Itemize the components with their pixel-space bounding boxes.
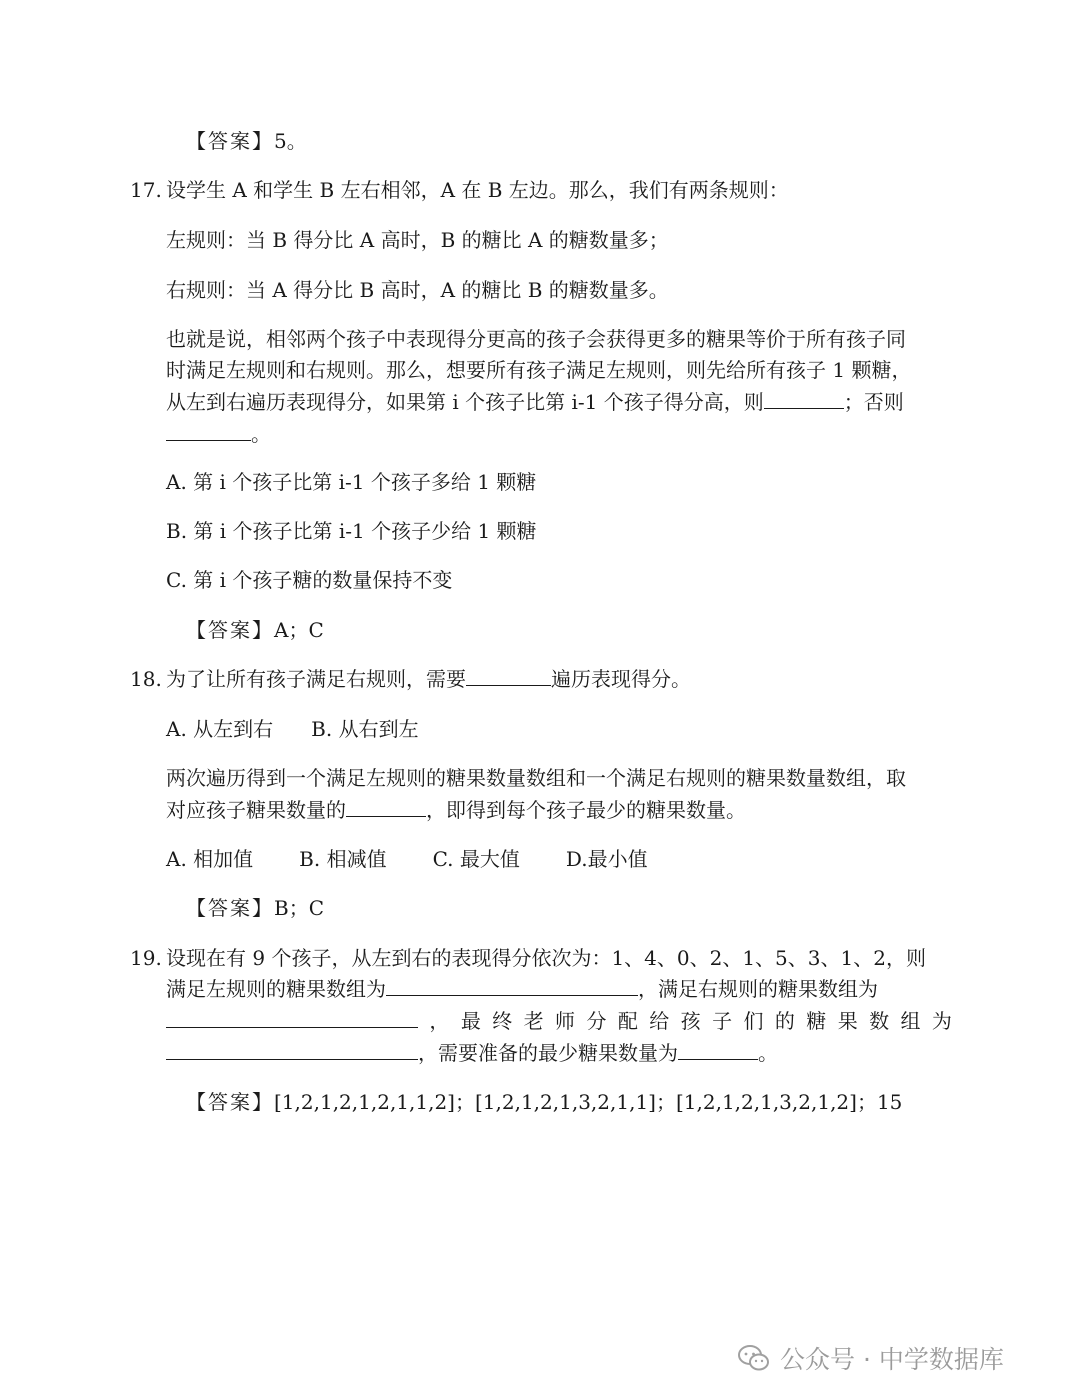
q19-word: 老 (523, 1009, 544, 1033)
wechat-icon (738, 1345, 770, 1371)
q17-para-line3-tail: ；否则 (843, 390, 904, 414)
q18-question-tail: 遍历表现得分。 (551, 667, 691, 691)
q19-word: 为 (931, 1009, 952, 1033)
answer-label: 【答案】 (186, 129, 274, 153)
q19-word: 子 (712, 1009, 733, 1033)
q18-blank-2[interactable] (346, 796, 426, 817)
q17-para-line1: 也就是说，相邻两个孩子中表现得分更高的孩子会获得更多的糖果等价于所有孩子同 (166, 327, 906, 351)
q19-answer (186, 1088, 902, 1116)
q19-line4-end: 。 (758, 1041, 778, 1065)
answer-label: 【答案】 (186, 618, 274, 642)
watermark-text: 公众号 · 中学数据库 (780, 1345, 1004, 1374)
q17-answer (186, 616, 324, 644)
q18-options-row2 (166, 845, 648, 873)
q18-question (166, 665, 691, 693)
q19-line2-tail: ，满足右规则的糖果数组为 (638, 977, 878, 1001)
q17-para-line3 (166, 388, 904, 416)
q17-option-b: B. 第 i 个孩子比第 i-1 个孩子少给 1 颗糖 (166, 519, 537, 543)
q17-para-line2: 时满足左规则和右规则。那么，想要所有孩子满足左规则，则先给所有孩子 1 颗糖， (166, 358, 912, 382)
q19-number: 19. (130, 946, 162, 970)
q19-word: 最 (460, 1009, 481, 1033)
q18-option-b: B. 从右到左 (311, 717, 419, 741)
q19-line3 (166, 1007, 952, 1035)
q19-word: 分 (586, 1009, 607, 1033)
q18-option2-b: B. 相减值 (299, 847, 387, 871)
q17-option-a: A. 第 i 个孩子比第 i-1 个孩子多给 1 颗糖 (166, 470, 537, 494)
q19-blank-3[interactable] (166, 1039, 418, 1060)
answer-label: 【答案】 (186, 896, 274, 920)
q19-word: 终 (492, 1009, 513, 1033)
q17-para-line4 (166, 420, 271, 448)
q18-answer (186, 894, 324, 922)
q18-option-a: A. 从左到右 (166, 717, 274, 741)
q19-blank-1[interactable] (386, 975, 638, 996)
q18-options-row1 (166, 715, 419, 743)
q18-para-line2 (166, 796, 746, 824)
q19-blank-4[interactable] (678, 1039, 758, 1060)
answer-text: A；C (274, 618, 324, 642)
q19-word: 给 (649, 1009, 670, 1033)
q18-para-line2-text: 对应孩子糖果数量的 (166, 798, 346, 822)
q18-option2-c: C. 最大值 (432, 847, 520, 871)
q19-line2 (166, 975, 878, 1003)
q19-line2-text: 满足左规则的糖果数组为 (166, 977, 386, 1001)
q19-word: 的 (774, 1009, 795, 1033)
q17-right-rule: 右规则：当 A 得分比 B 高时，A 的糖比 B 的糖数量多。 (166, 278, 669, 302)
q17-option-c: C. 第 i 个孩子糖的数量保持不变 (166, 568, 453, 592)
q16-answer (186, 127, 307, 155)
q19-word: 果 (837, 1009, 858, 1033)
watermark (738, 1338, 1004, 1378)
q19-word: ， (429, 1009, 450, 1033)
q17-intro: 设学生 A 和学生 B 左右相邻，A 在 B 左边。那么，我们有两条规则： (166, 178, 789, 202)
q18-para-line2-tail: ，即得到每个孩子最少的糖果数量。 (426, 798, 746, 822)
q19-blank-2[interactable] (166, 1007, 418, 1028)
q17-blank-1[interactable] (764, 388, 844, 409)
q19-word: 数 (869, 1009, 890, 1033)
q19-line1: 设现在有 9 个孩子，从左到右的表现得分依次为：1、4、0、2、1、5、3、1、2，则 (166, 946, 926, 970)
q18-blank-1[interactable] (466, 665, 551, 686)
q19-word: 组 (900, 1009, 921, 1033)
answer-text: B；C (274, 896, 324, 920)
answer-text: 5。 (274, 129, 307, 153)
q18-question-text: 为了让所有孩子满足右规则，需要 (166, 667, 466, 691)
q19-line4-text: ，需要准备的最少糖果数量为 (418, 1041, 678, 1065)
q18-option2-a: A. 相加值 (166, 847, 254, 871)
answer-text: [1,2,1,2,1,2,1,1,2]；[1,2,1,2,1,3,2,1,1]；[1,2,1,2,1,3,2,1,2]；15 (274, 1090, 903, 1114)
q19-word: 配 (617, 1009, 638, 1033)
q19-line4 (166, 1039, 778, 1067)
q18-number: 18. (130, 667, 162, 691)
q19-word: 糖 (806, 1009, 827, 1033)
q19-word: 们 (743, 1009, 764, 1033)
q17-blank-2[interactable] (166, 420, 251, 441)
q17-left-rule: 左规则：当 B 得分比 A 高时，B 的糖比 A 的糖数量多； (166, 228, 669, 252)
q18-para-line1: 两次遍历得到一个满足左规则的糖果数量数组和一个满足右规则的糖果数量数组，取 (166, 766, 906, 790)
q17-para-line3-text: 从左到右遍历表现得分，如果第 i 个孩子比第 i-1 个孩子得分高，则 (166, 390, 764, 414)
q19-word: 师 (555, 1009, 576, 1033)
q18-option2-d: D.最小值 (565, 847, 648, 871)
q17-para-line4-end: 。 (251, 422, 271, 446)
q19-word: 孩 (680, 1009, 701, 1033)
answer-label: 【答案】 (186, 1090, 274, 1114)
q17-number: 17. (130, 178, 162, 202)
